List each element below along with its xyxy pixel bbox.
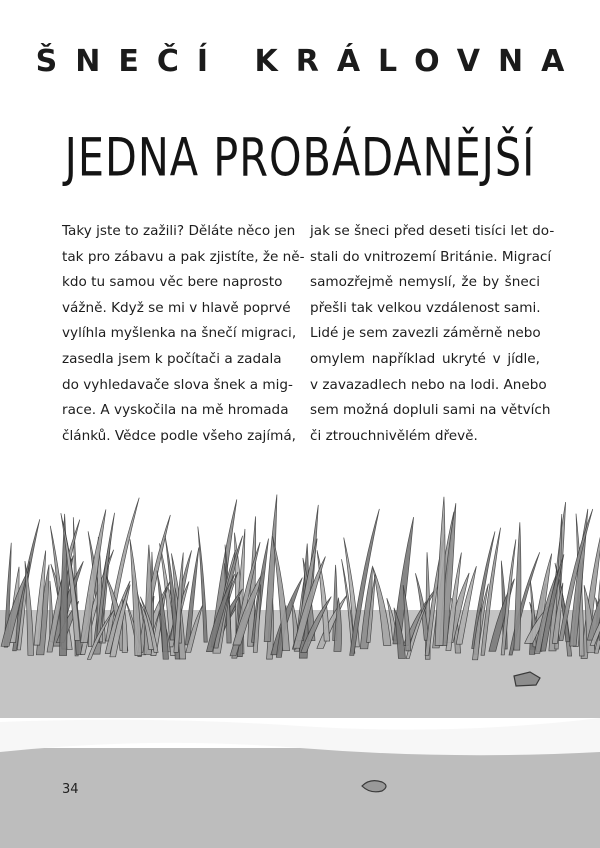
grass-blade (514, 522, 521, 650)
text-line: vylíhla myšlenka na šnečí migraci, (62, 325, 297, 342)
text-line: do vyhledavače slova šnek a mig- (62, 376, 293, 393)
page-number: 34 (62, 782, 79, 797)
grass-blade (435, 497, 445, 646)
book-title-header: ŠNEČÍ KRÁLOVNA (35, 44, 583, 79)
text-line: kdo tu samou věc bere naprosto (62, 274, 283, 291)
text-column-left (62, 219, 305, 449)
text-line: jak se šneci před deseti tisíci let do- (310, 223, 555, 239)
ground-band-lower (0, 748, 600, 848)
chapter-title: JEDNA PROBÁDANĚJŠÍ (64, 126, 536, 189)
text-line: zasedla jsem k počítači a zadala (62, 350, 282, 367)
text-line: vážně. Když se mi v hlavě poprvé (62, 299, 291, 316)
text-line: článků. Vědce podle všeho zajímá, (62, 427, 296, 444)
text-line: tak pro zábavu a pak zjistíte, že ně- (62, 248, 305, 265)
text-line: přešli tak velkou vzdálenost sami. (310, 299, 541, 316)
grass-field-illustration (0, 490, 600, 848)
text-line: omylem například ukryté v jídle, (310, 350, 540, 367)
text-column-right (310, 219, 555, 449)
text-line: samozřejmě nemyslí, že by šneci (310, 274, 540, 291)
text-line: Lidé je sem zavezli záměrně nebo (310, 325, 541, 342)
text-line: stali do vnitrozemí Británie. Migrací (310, 248, 552, 265)
text-line: Taky jste to zažili? Děláte něco jen (62, 223, 296, 239)
text-line: sem možná dopluli sami na větvích (310, 402, 551, 419)
text-line: race. A vyskočila na mě hromada (62, 402, 289, 419)
text-line: v zavazadlech nebo na lodi. Anebo (310, 376, 547, 393)
text-line: či ztrouchnivělém dřevě. (310, 427, 478, 444)
